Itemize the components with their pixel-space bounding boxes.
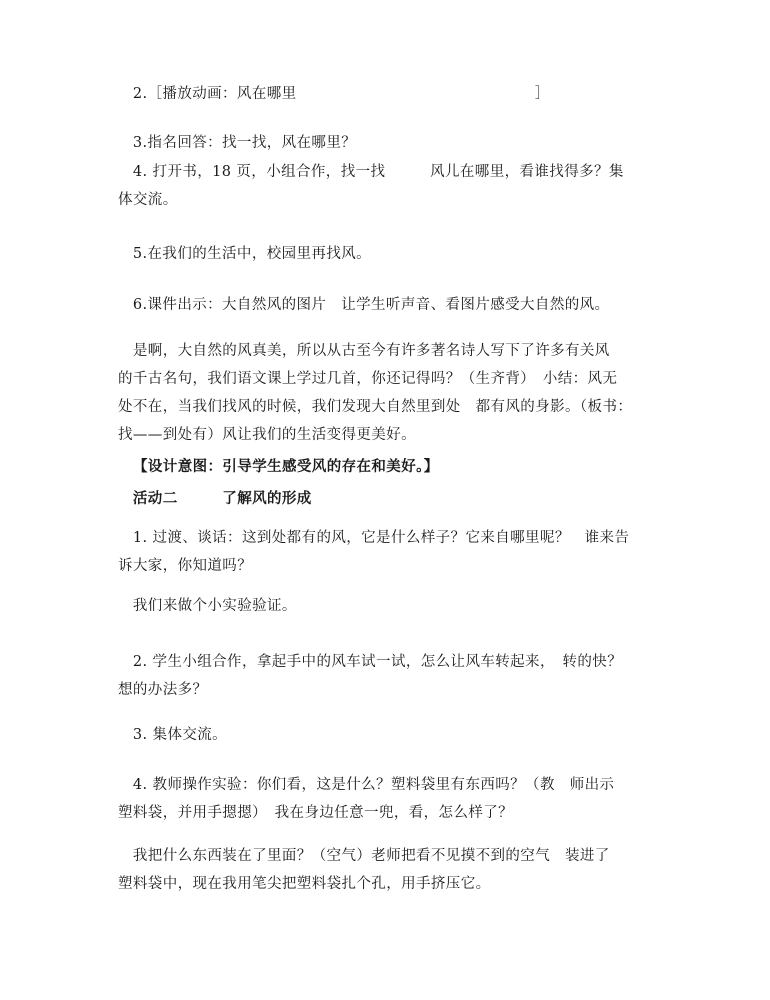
activity-2-step-1-line-1: 1. 过渡、谈话：这到处都有的风，它是什么样子？它来自哪里呢？ 谁来告 [118, 530, 630, 546]
paragraph-poems-line-1: 是啊，大自然的风真美，所以从古至今有许多著名诗人写下了许多有关风 [118, 343, 610, 359]
paragraph-poems-line-3: 处不在，当我们找风的时候，我们发现大自然里到处 都有风的身影。（板书： [118, 399, 633, 415]
activity-2-step-1-line-2: 诉大家，你知道吗？ [118, 558, 253, 574]
activity-2-step-2-line-1: 2. 学生小组合作，拿起手中的风车试一试，怎么让风车转起来， 转的快？ [118, 654, 623, 670]
experiment-intro: 我们来做个小实验验证。 [118, 598, 297, 614]
activity-2-step-4-line-1: 4. 教师操作实验：你们看，这是什么？塑料袋里有东西吗？（教 师出示 [118, 777, 615, 793]
activity-2-step-3: 3. 集体交流。 [118, 727, 228, 743]
paragraph-poems-line-2: 的千古名句，我们语文课上学过几首，你还记得吗？（生齐背） 小结：风无 [118, 371, 618, 387]
step-4-open-book: 4. 打开书，18 页，小组合作，找一找 风儿在哪里，看谁找得多？集 [118, 164, 624, 180]
paragraph-poems-line-4: 找——到处有）风让我们的生活变得更美好。 [118, 427, 416, 443]
air-paragraph-line-1: 我把什么东西装在了里面？（空气）老师把看不见摸不到的空气 装进了 [118, 848, 610, 864]
activity-two-heading: 活动二 了解风的形成 [118, 491, 312, 507]
step-6-courseware: 6.课件出示：大自然风的图片 让学生听声音、看图片感受大自然的风。 [118, 297, 610, 313]
design-intent-note: 【设计意图：引导学生感受风的存在和美好。】 [133, 459, 439, 475]
activity-2-step-2-line-2: 想的办法多？ [118, 682, 208, 698]
step-5-find-wind: 5.在我们的生活中，校园里再找风。 [118, 246, 372, 262]
air-paragraph-line-2: 塑料袋中，现在我用笔尖把塑料袋扎个孔，用手挤压它。 [118, 876, 491, 892]
step-3-answer: 3.指名回答：找一找，风在哪里？ [118, 135, 357, 151]
step-4-continued: 体交流。 [118, 192, 178, 208]
activity-2-step-4-line-2: 塑料袋，并用手摁摁） 我在身边任意一兜，看，怎么样了？ [118, 805, 514, 821]
step-2-play-animation: 2.［播放动画：风在哪里 ］ [118, 86, 550, 102]
